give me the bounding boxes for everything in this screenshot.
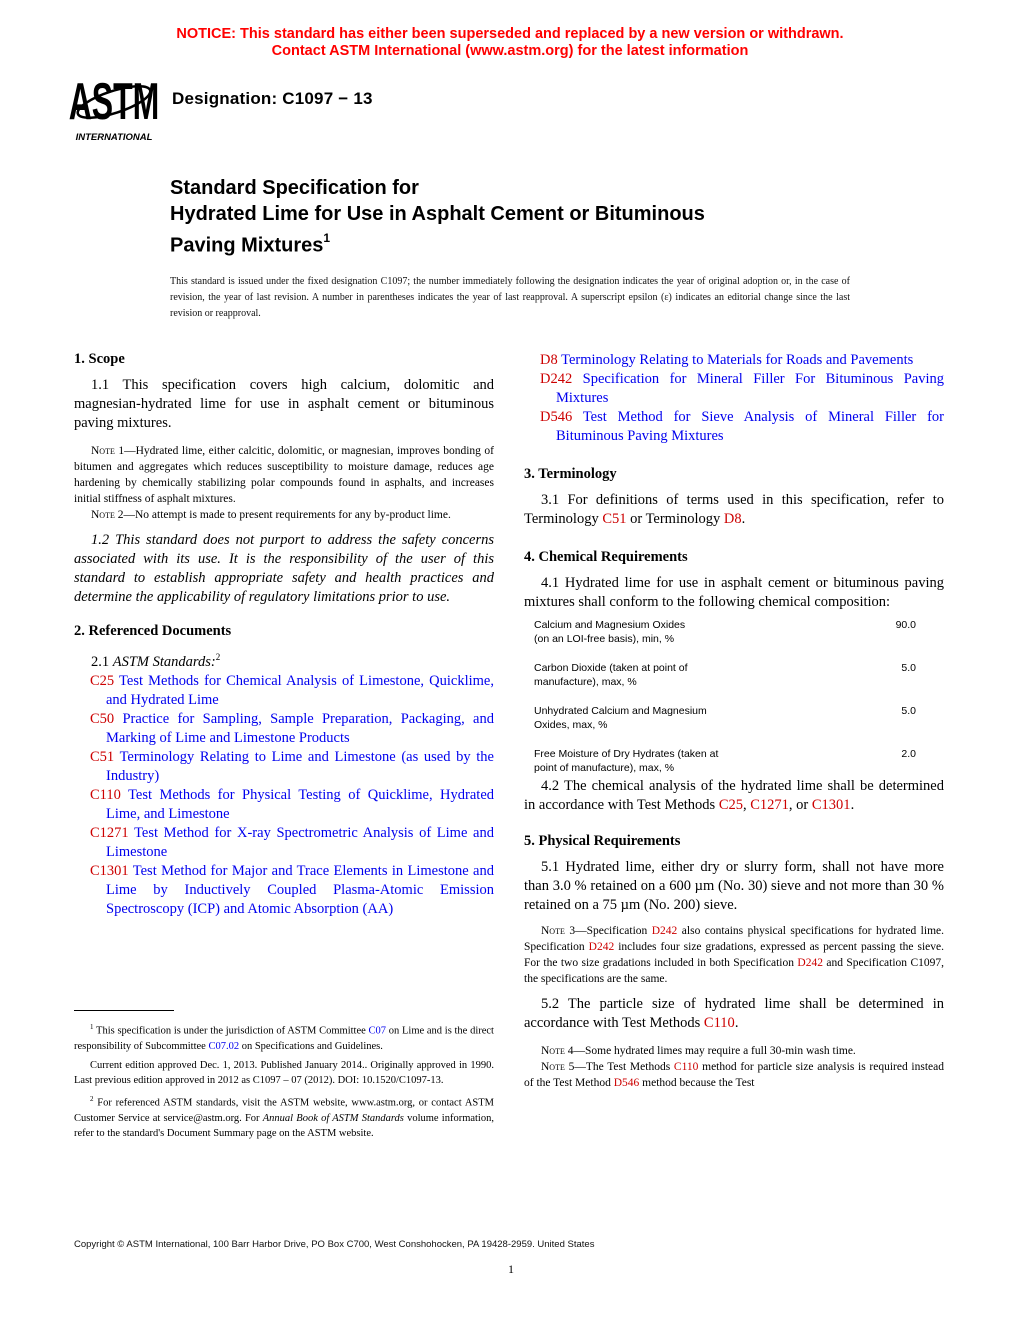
title-line-1: Standard Specification for [170,177,419,199]
ref-c1271[interactable]: C1271 Test Method for X-ray Spectrometric Analysis of Lime and Limestone [90,824,494,860]
page-number: 1 [508,1262,514,1276]
section-5-heading: 5. Physical Requirements [524,833,681,849]
para-5-1: 5.1 Hydrated lime, either dry or slurry form, shall not have more than 3.0 % retained on a 600 µm (No. 30) sieve and not more than 30 % retained on a 75 µm (No. 200) sieve. [524,859,944,913]
section-2-heading: 2. Referenced Documents [74,623,232,639]
designation: Designation: C1097 − 13 [172,89,373,108]
left-column [74,351,494,919]
table-row: Calcium and Magnesium Oxides (on an LOI-free basis), min, % 90.0 [524,618,944,646]
table-row: Carbon Dioxide (taken at point of manufacture), max, % 5.0 [524,661,944,689]
link-c07[interactable]: C07 [368,1025,387,1037]
svg-text:ASTM: ASTM [68,73,160,131]
footnote-2: $^2$ For referenced ASTM standards, visit the ASTM website, www.astm.org, or contact ASTM Customer Service at service@astm.org. For Annual Book of ASTM Standards volume information, refer to the standard's Document Summary page on the ASTM website. [74,1094,494,1139]
note-5: Note 5—The Test Methods C110 method for particle size analysis is required instead of the Test Method D546 method because the Test [524,1061,945,1089]
notice-line-2: Contact ASTM International (www.astm.org) for the latest information [271,43,749,59]
title-line-2: Hydrated Lime for Use in Asphalt Cement or Bituminous [170,203,705,225]
para-2-1: 2.1 ASTM Standards:$^2$ [91,652,221,670]
astm-logo [66,72,162,144]
para-1-1: 1.1 This specification covers high calcium, dolomitic and magnesian-hydrated lime for use in asphalt cement or bituminous paving mixtures. [74,377,494,431]
link-d546[interactable]: D546 [613,1077,640,1089]
copyright: Copyright © ASTM International, 100 Barr Harbor Drive, PO Box C700, West Conshohocken, PA 19428-2959. United States [74,1239,595,1250]
requirement-value: 90.0 [895,619,916,631]
note-2: Note 2—No attempt is made to present requirements for any by-product lime. [91,509,451,521]
ref-c25[interactable]: C25 Test Methods for Chemical Analysis of Limestone, Quicklime, and Hydrated Lime [90,672,494,708]
ref-d546[interactable]: D546 Test Method for Sieve Analysis of Mineral Filler for Bituminous Paving Mixtures [540,409,944,444]
document-title [170,175,890,259]
para-4-1: 4.1 Hydrated lime for use in asphalt cement or bituminous paving mixtures shall conform to the following chemical composition: [524,575,944,610]
footnote-1: $^1$ This specification is under the jurisdiction of ASTM Committee C07 on Lime and is the direct responsibility of Subcommittee C07.02 on Specifications and Guidelines. [74,1023,494,1052]
note-3: Note 3—Specification D242 also contains physical specifications for hydrated lime. Specification D242 includes four size gradations, expressed as percent passing the sieve. For the two size gradations included in both Specification D242 and Specification C1097, the specifications are the same. [524,925,944,985]
footnote-divider [74,1010,174,1011]
link-d242[interactable]: D242 [797,957,823,969]
link-c1301[interactable]: C1301 [811,797,851,813]
chemical-requirements-table [524,618,944,775]
ref-c1301[interactable]: C1301 Test Method for Major and Trace Elements in Limestone and Lime by Inductively Coupled Plasma-Atomic Emission Spectroscopy (ICP) and Atomic Absorption (AA) [90,862,494,917]
link-c110[interactable]: C110 [673,1061,699,1073]
svg-text:INTERNATIONAL: INTERNATIONAL [75,132,153,143]
requirement-value: 5.0 [901,662,916,674]
right-column [524,351,944,1091]
link-d8[interactable]: D8 [723,511,742,527]
link-d242[interactable]: D242 [588,941,615,953]
link-c25[interactable]: C25 [718,797,743,813]
title-line-3: Paving Mixtures$^1$ [170,231,331,257]
requirement-value: 5.0 [901,705,916,717]
link-c110[interactable]: C110 [703,1015,735,1031]
title-footnote-mark[interactable]: 1 [323,231,331,245]
table-row: Unhydrated Calcium and Magnesium Oxides, max, % 5.0 [524,704,944,732]
section-1-heading: 1. Scope [74,351,125,367]
ref-c50[interactable]: C50 Practice for Sampling, Sample Preparation, Packaging, and Marking of Lime and Limestone Products [90,710,494,746]
para-4-2: 4.2 The chemical analysis of the hydrated lime shall be determined in accordance with Test Methods C25, C1271, or C1301. [524,778,944,813]
edition-note: Current edition approved Dec. 1, 2013. Published January 2014.. Originally approved in 1990. Last previous edition approved in 2012 as C1097 – 07 (2012). DOI: 10.1520/C1097-13. [74,1059,494,1086]
ref-d242[interactable]: D242 Specification for Mineral Filler For Bituminous Paving Mixtures [540,371,944,406]
para-3-1: 3.1 For definitions of terms used in this specification, refer to Terminology C51 or Terminology D8. [524,492,944,527]
note-4: Note 4—Some hydrated limes may require a full 30-min wash time. [541,1045,856,1057]
footnotes [74,1020,494,1142]
link-d242[interactable]: D242 [651,925,678,937]
astm-logo-icon [66,72,162,144]
section-4-heading: 4. Chemical Requirements [524,549,688,565]
link-c07-02[interactable]: C07.02 [208,1041,240,1052]
notice-line-1: NOTICE: This standard has either been superseded and replaced by a new version or withdrawn. [176,26,844,42]
supersede-notice [0,26,1020,60]
ref-c110[interactable]: C110 Test Methods for Physical Testing of Quicklime, Hydrated Lime, and Limestone [90,786,494,822]
ref-d8[interactable]: D8 Terminology Relating to Materials for Roads and Pavements [540,352,914,368]
link-c51[interactable]: C51 [602,511,627,527]
requirement-value: 2.0 [901,748,916,760]
link-c1271[interactable]: C1271 [750,797,789,813]
para-5-2: 5.2 The particle size of hydrated lime shall be determined in accordance with Test Methods C110. [524,996,944,1031]
issuance-note: This standard is issued under the fixed designation C1097; the number immediately following the designation indicates the year of original adoption or, in the case of revision, the year of last revision. A number in parentheses indicates the year of last reapproval. A superscript epsilon (ε) indicates an editorial change since the last revision or reapproval. [170,276,850,319]
ref-c51[interactable]: C51 Terminology Relating to Lime and Limestone (as used by the Industry) [90,748,494,784]
section-3-heading: 3. Terminology [524,466,617,482]
para-1-2: 1.2 This standard does not purport to address the safety concerns associated with its use. It is the responsibility of the user of this standard to establish appropriate safety and health practices and determine the applicability of regulatory limitations prior to use. [74,532,494,605]
table-row: Free Moisture of Dry Hydrates (taken at point of manufacture), max, % 2.0 [524,747,944,775]
note-1: Note 1—Hydrated lime, either calcitic, dolomitic, or magnesian, improves bonding of bitumen and aggregates which reduces susceptibility to moisture damage, reduces age hardening by chemically stabilizing polar compounds found in asphalts, and increases initial stiffness of asphalt mixtures. [74,445,494,505]
